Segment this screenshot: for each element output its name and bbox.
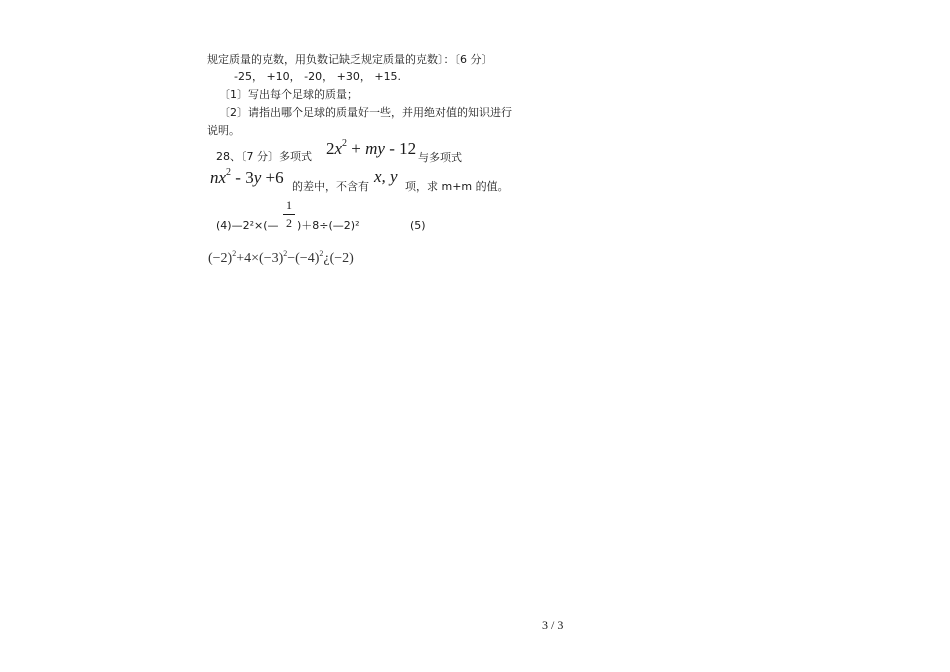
fraction-numerator: 1	[286, 198, 292, 212]
fraction-denominator: 2	[286, 216, 292, 230]
problem27-values: -25， +10， -20， +30， +15.	[234, 70, 402, 83]
problem4-label: (4)—2²×(—	[216, 219, 279, 232]
problem27-part2: 〔2〕请指出哪个足球的质量好一些，并用绝对值的知识进行	[219, 106, 512, 119]
expr5-sup-b: 2	[283, 249, 288, 258]
problem28-vars: x, y	[374, 167, 398, 186]
poly2-var: nx	[210, 168, 227, 187]
problem5-expression	[208, 250, 354, 268]
polynomial-1	[326, 139, 416, 159]
poly2-op2: +	[265, 168, 276, 187]
problem28-end-text: 项，求 m+m 的值。	[405, 180, 509, 193]
problem5-label: (5)	[410, 219, 426, 232]
poly2-term2-var: y	[253, 168, 262, 187]
poly2-exp: 2	[226, 167, 232, 178]
poly2-term3: 6	[275, 168, 284, 187]
problem4-rest: )＋8÷(—2)²	[297, 219, 360, 232]
poly1-var: x	[334, 139, 343, 158]
problem27-intro: 规定质量的克数，用负数记缺乏规定质量的克数〕：〔6 分〕	[207, 53, 493, 66]
expr5-d: ¿(−2)	[323, 251, 354, 266]
poly1-my: my	[365, 139, 385, 158]
problem27-part2b: 说明。	[207, 124, 240, 137]
expr5-sup-a: 2	[232, 249, 237, 258]
problem27-part1: 〔1〕写出每个足球的质量；	[219, 88, 358, 101]
polynomial-2	[210, 168, 284, 188]
expr5-c: −(−4)	[287, 251, 320, 266]
fraction-bar	[283, 214, 295, 215]
expr5-a: (−2)	[208, 251, 233, 266]
expr5-b: +4×(−3)	[236, 251, 284, 266]
poly1-exp: 2	[342, 138, 348, 149]
expr5-sup-c: 2	[319, 249, 324, 258]
problem28-number: 28、〔7 分〕多项式	[216, 150, 312, 163]
fraction-one-half	[283, 198, 295, 231]
page-number: 3 / 3	[542, 618, 564, 632]
poly1-tail: - 12	[389, 139, 417, 158]
poly1-coef: 2	[326, 139, 335, 158]
poly1-op: +	[351, 139, 361, 158]
poly2-op: -	[235, 168, 241, 187]
problem28-mid-text: 的差中，不含有	[292, 180, 369, 193]
poly2-term2: 3	[245, 168, 254, 187]
problem28-connector: 与多项式	[418, 151, 462, 164]
